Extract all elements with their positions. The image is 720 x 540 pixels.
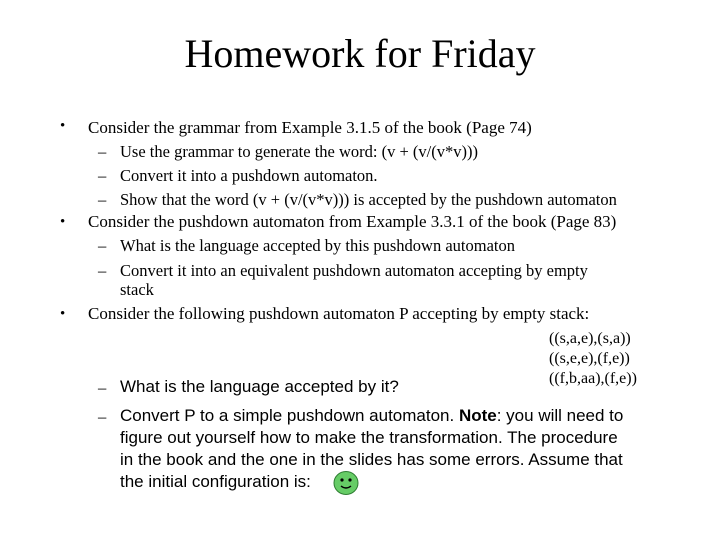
bullet-1-sub-2: Convert it into a pushdown automaton. xyxy=(120,166,378,185)
bullet-1-sub-3: Show that the word (v + (v/(v*v))) is accepted by the pushdown automaton xyxy=(120,190,617,209)
slide-title: Homework for Friday xyxy=(184,31,536,76)
transition-2: ((s,e,e),(f,e)) xyxy=(549,350,630,367)
bullet-2-text: Consider the pushdown automaton from Example 3.3.1 of the book (Page 83) xyxy=(88,212,617,231)
dash-icon: – xyxy=(98,142,107,161)
bullet-icon: • xyxy=(60,306,66,322)
dash-icon: – xyxy=(98,407,107,426)
note-label: Note xyxy=(458,406,497,425)
bullet-2-sub-1: What is the language accepted by this pushdown automaton xyxy=(120,236,515,255)
dash-icon: – xyxy=(98,190,107,209)
bullet-3-sub-2-a: Convert P to a simple pushdown automaton. xyxy=(120,406,455,425)
bullet-3-sub-2-cont-1: figure out yourself how to make the transformation. The procedure xyxy=(120,428,618,447)
dash-icon: – xyxy=(98,236,107,255)
transition-list xyxy=(549,329,637,389)
bullet-3-text: Consider the following pushdown automaton P accepting by empty stack: xyxy=(88,304,590,323)
dash-icon: – xyxy=(98,261,107,280)
bullet-1-sub-1: Use the grammar to generate the word: (v + (v/(v*v))) xyxy=(120,142,478,161)
bullet-icon: • xyxy=(60,118,66,134)
bullet-2-sub-2-cont: stack xyxy=(120,280,154,299)
transition-1: ((s,a,e),(s,a)) xyxy=(549,330,631,347)
smiley-face-icon xyxy=(333,470,359,496)
bullet-3-sub-2-cont-3: the initial configuration is: xyxy=(120,472,311,491)
bullet-3-sub-1: What is the language accepted by it? xyxy=(120,377,399,396)
bullet-2-sub-2: Convert it into an equivalent pushdown automaton accepting by empty xyxy=(120,261,588,280)
transition-3: ((f,b,aa),(f,e)) xyxy=(549,370,637,387)
bullet-3-sub-2-cont-2: in the book and the one in the slides has some errors. Assume that xyxy=(120,450,623,469)
bullet-1-text: Consider the grammar from Example 3.1.5 of the book (Page 74) xyxy=(88,118,532,137)
bullet-3-sub-2 xyxy=(120,406,623,426)
dash-icon: – xyxy=(98,166,107,185)
bullet-3-sub-2-b: : you will need to xyxy=(496,406,624,425)
dash-icon: – xyxy=(98,378,107,397)
bullet-icon: • xyxy=(60,214,66,230)
